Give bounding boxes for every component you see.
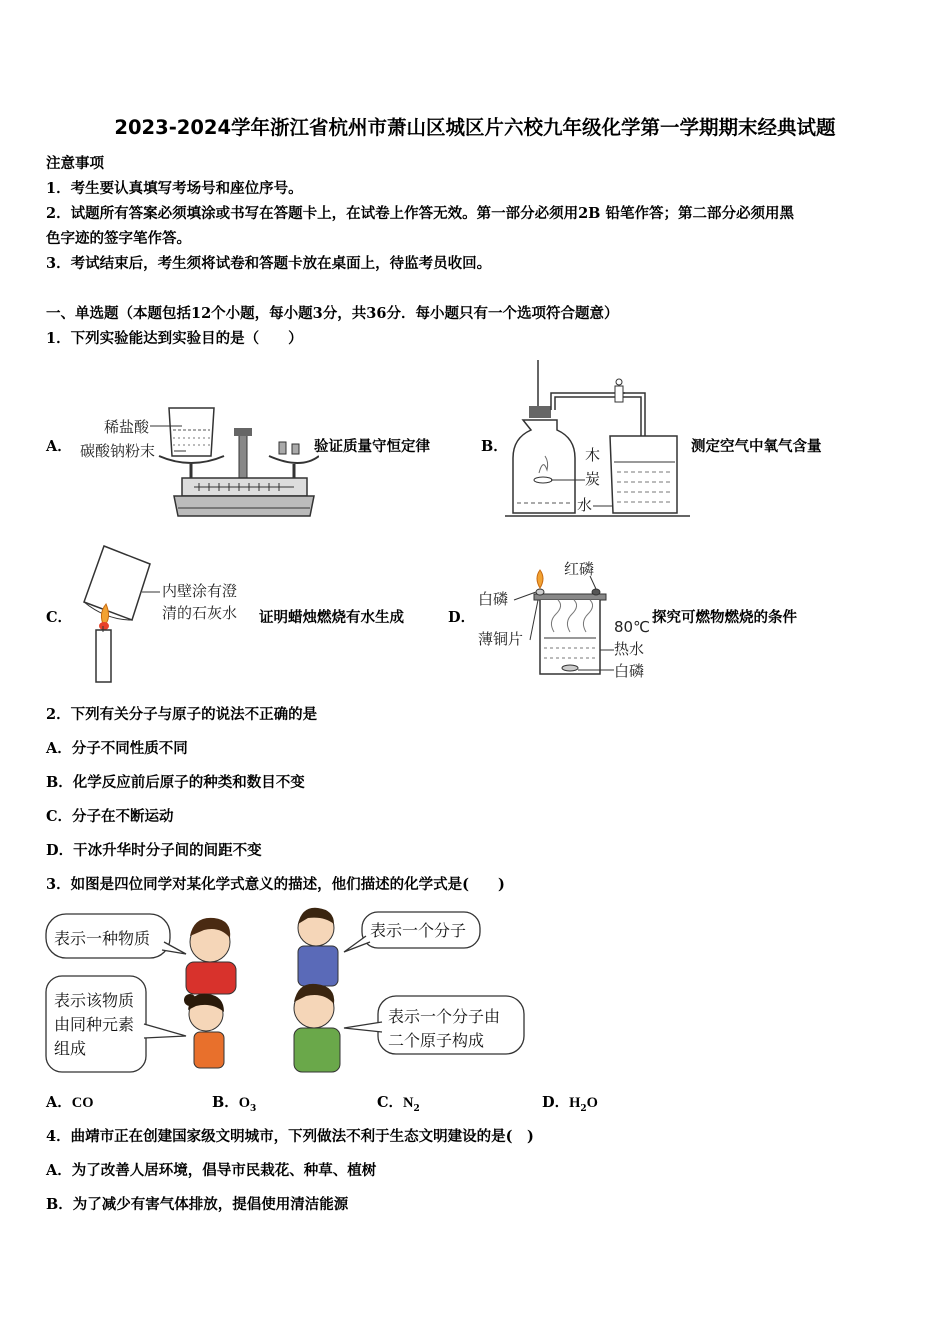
q1-d-label: 红磷 xyxy=(564,560,595,578)
q1-option-d-desc: 探究可燃物燃烧的条件 xyxy=(652,609,797,626)
q1-a-label: 稀盐酸 xyxy=(104,418,150,436)
q3-option-d: D．$H_2O$ xyxy=(542,1094,598,1114)
q1-b-label: 水 xyxy=(577,496,593,514)
q1-b-label: 炭 xyxy=(585,470,601,488)
q1-figure-c-candle xyxy=(76,542,256,684)
question-3-stem: 3．如图是四位同学对某化学式意义的描述，他们描述的化学式是( ) xyxy=(46,876,505,893)
q4-option: A．为了改善人居环境，倡导市民栽花、种草、植树 xyxy=(46,1162,377,1179)
q1-option-a-desc: 验证质量守恒定律 xyxy=(314,438,430,455)
q1-c-label: 内壁涂有澄 xyxy=(162,582,238,600)
q3-bubble-text: 表示该物质 xyxy=(54,991,135,1010)
q1-option-c-letter: C． xyxy=(46,609,73,626)
notice-item: 1．考生要认真填写考场号和座位序号。 xyxy=(46,180,303,197)
q3-option-a: A．CO xyxy=(46,1094,94,1111)
q3-figure-students xyxy=(44,904,534,1080)
question-2-stem: 2．下列有关分子与原子的说法不正确的是 xyxy=(46,706,318,723)
q3-option-b: B．$O_3$ xyxy=(212,1094,257,1114)
q1-d-label: 薄铜片 xyxy=(478,630,524,648)
q1-d-label: 80℃ xyxy=(614,618,650,636)
q1-b-label: 木 xyxy=(585,446,601,464)
q1-d-label: 白磷 xyxy=(614,662,645,680)
page-title: 2023-2024学年浙江省杭州市萧山区城区片六校九年级化学第一学期期末经典试题 xyxy=(114,116,836,139)
q1-option-b-letter: B． xyxy=(481,438,508,455)
q1-figure-b-apparatus xyxy=(505,358,690,523)
q3-bubble-text: 组成 xyxy=(54,1039,87,1058)
q1-option-b-desc: 测定空气中氧气含量 xyxy=(691,438,822,455)
notice-item: 3．考试结束后，考生须将试卷和答题卡放在桌面上，待监考员收回。 xyxy=(46,255,492,272)
q2-option: C．分子在不断运动 xyxy=(46,808,174,825)
q1-option-c-desc: 证明蜡烛燃烧有水生成 xyxy=(259,609,404,626)
q3-option-c: C．$N_2$ xyxy=(377,1094,420,1114)
q3-bubble-text: 表示一个分子由 xyxy=(388,1007,501,1026)
q2-option: B．化学反应前后原子的种类和数目不变 xyxy=(46,774,305,791)
notice-item: 2．试题所有答案必须填涂或书写在答题卡上，在试卷上作答无效。第一部分必须用2B 铅笔作答；第二部分必须用黑 xyxy=(46,205,794,222)
q1-a-label: 碳酸钠粉末 xyxy=(80,442,156,460)
q1-option-a-letter: A． xyxy=(46,438,72,455)
q2-option: D．干冰升华时分子间的间距不变 xyxy=(46,842,262,859)
q4-option: B．为了减少有害气体排放，提倡使用清洁能源 xyxy=(46,1196,349,1213)
q3-bubble-text: 表示一个分子 xyxy=(370,921,467,940)
q1-d-label: 热水 xyxy=(614,640,645,658)
question-4-stem: 4．曲靖市正在创建国家级文明城市，下列做法不利于生态文明建设的是( ) xyxy=(46,1128,534,1145)
q1-figure-a-balance xyxy=(74,398,319,523)
q1-c-label: 清的石灰水 xyxy=(162,604,238,622)
notice-heading: 注意事项 xyxy=(46,155,104,172)
section-heading: 一、单选题（本题包括12个小题，每小题3分，共36分．每小题只有一个选项符合题意） xyxy=(46,305,619,322)
question-1-stem: 1．下列实验能达到实验目的是（ ） xyxy=(46,330,303,347)
q1-option-d-letter: D． xyxy=(448,609,476,626)
notice-item: 色字迹的签字笔作答。 xyxy=(46,230,191,247)
q3-bubble-text: 二个原子构成 xyxy=(388,1031,485,1050)
q1-d-label: 白磷 xyxy=(478,590,509,608)
q3-bubble-text: 表示一种物质 xyxy=(54,929,151,948)
q3-bubble-text: 由同种元素 xyxy=(54,1015,135,1034)
q1-figure-d-apparatus xyxy=(478,556,653,686)
q2-option: A．分子不同性质不同 xyxy=(46,740,188,757)
